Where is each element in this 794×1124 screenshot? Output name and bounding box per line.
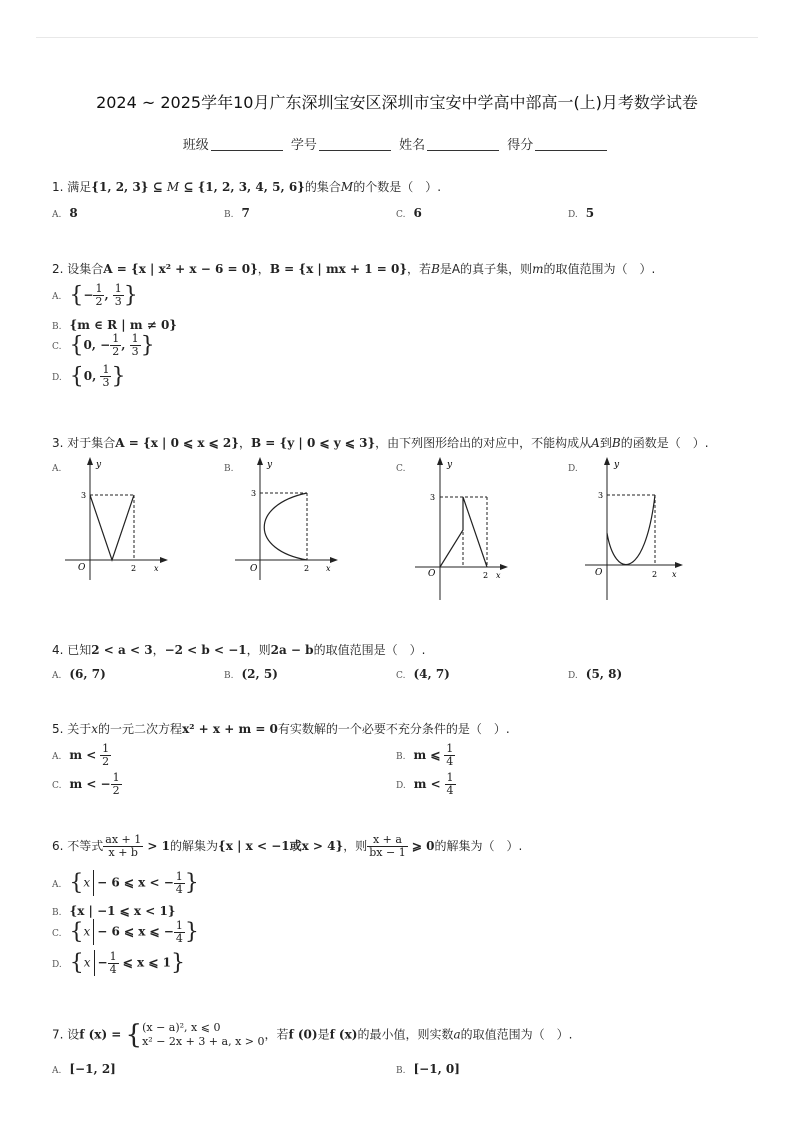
- name-label: 姓名: [399, 138, 426, 153]
- y-arrow-icon: [437, 457, 443, 465]
- q4-option-d[interactable]: D. (5, 8): [568, 667, 623, 681]
- q4-option-b[interactable]: B. (2, 5): [224, 667, 278, 681]
- q5-option-c[interactable]: C. m < − $\frac{1}{2}$: [52, 771, 120, 797]
- x-label: x: [154, 564, 159, 573]
- q3-graph-c[interactable]: [410, 455, 520, 605]
- svg-text:x: x: [326, 564, 331, 573]
- svg-text:2: 2: [304, 564, 310, 573]
- page-title: 2024 ~ 2025学年10月广东深圳宝安区深圳市宝安中学高中部高一(上)月考数学试卷: [96, 93, 698, 112]
- q1-option-c[interactable]: C. 6: [396, 206, 422, 220]
- question-1: 1. 满足{1, 2, 3} ⊆ M ⊆ {1, 2, 3, 4, 5, 6}的集合M的个数是（ ）.: [52, 180, 442, 194]
- q5-option-d[interactable]: D. m < $\frac{1}{4}$: [396, 771, 454, 797]
- number-label: 学号: [290, 138, 317, 153]
- q2-option-a[interactable]: A. {− $\frac{1}{2}$ , $\frac{1}{3}$ }: [52, 282, 138, 308]
- tick-2: 2: [131, 564, 137, 573]
- q1-option-a[interactable]: A. 8: [52, 206, 78, 220]
- svg-text:O: O: [250, 564, 258, 574]
- q5-option-a[interactable]: A. m < $\frac{1}{2}$: [52, 742, 110, 768]
- q6-option-d[interactable]: D. {x − $\frac{1}{4}$ ⩽ x ⩽ 1}: [52, 949, 185, 976]
- question-7: 7. 设f (x) = { (x − a)², x ⩽ 0 x² − 2x + 3 + a, x > 0 ，若f (0)是f (x)的最小值，则实数a的取值范围为（ ）.: [52, 1020, 573, 1050]
- q3-option-c-label[interactable]: C.: [396, 464, 406, 474]
- q3-graph-b[interactable]: [230, 455, 340, 585]
- q7-option-a[interactable]: A. [−1, 2]: [52, 1062, 116, 1076]
- q6-option-b[interactable]: B. {x | −1 ⩽ x < 1}: [52, 904, 176, 918]
- student-info-row: [0, 134, 794, 153]
- q1-option-b[interactable]: B. 7: [224, 206, 250, 220]
- y-label: y: [96, 460, 102, 470]
- svg-text:y: y: [447, 460, 453, 470]
- curve: [264, 493, 307, 560]
- x-arrow-icon: [675, 562, 683, 568]
- y-arrow-icon: [257, 457, 263, 465]
- svg-text:x: x: [672, 570, 677, 579]
- q4-option-c[interactable]: C. (4, 7): [396, 667, 450, 681]
- y-arrow-icon: [604, 457, 610, 465]
- q3-graph-d[interactable]: [580, 455, 690, 605]
- svg-text:O: O: [428, 569, 436, 579]
- top-divider: [36, 37, 758, 38]
- question-6: 6. 不等式 $\frac{ax + 1}{x + b}$ > 1的解集为{x | x < −1或x > 4}，则 $\frac{x + a}{bx - 1}$ ⩾ 0的解集为（ ）.: [52, 833, 523, 859]
- svg-text:2: 2: [483, 571, 489, 580]
- curve: [607, 495, 655, 565]
- svg-text:y: y: [267, 460, 273, 470]
- svg-text:O: O: [595, 568, 603, 578]
- q2-option-d[interactable]: D. {0, $\frac{1}{3}$ }: [52, 363, 126, 389]
- score-blank[interactable]: [535, 136, 607, 151]
- x-arrow-icon: [500, 564, 508, 570]
- svg-text:3: 3: [598, 491, 604, 500]
- curve: [90, 495, 134, 560]
- q2-option-c[interactable]: C. {0, − $\frac{1}{2}$ , $\frac{1}{3}$ }: [52, 332, 155, 358]
- q3-option-b-label[interactable]: B.: [224, 464, 234, 474]
- svg-text:3: 3: [430, 493, 436, 502]
- q3-option-d-label[interactable]: D.: [568, 464, 578, 474]
- q2-option-b[interactable]: B. {m ∈ R | m ≠ 0}: [52, 318, 178, 332]
- origin-label: O: [78, 563, 86, 573]
- question-4: 4. 已知2 < a < 3，−2 < b < −1，则2a − b的取值范围是（ ）.: [52, 643, 426, 657]
- class-blank[interactable]: [211, 136, 283, 151]
- name-blank[interactable]: [427, 136, 499, 151]
- number-blank[interactable]: [319, 136, 391, 151]
- svg-text:2: 2: [652, 570, 658, 579]
- q5-option-b[interactable]: B. m ⩽ $\frac{1}{4}$: [396, 742, 454, 768]
- svg-text:3: 3: [251, 489, 257, 498]
- question-5: 5. 关于x的一元二次方程x² + x + m = 0有实数解的一个必要不充分条件的是（ ）.: [52, 722, 510, 736]
- q4-option-a[interactable]: A. (6, 7): [52, 667, 106, 681]
- q6-option-a[interactable]: A. {x − 6 ⩽ x < − $\frac{1}{4}$ }: [52, 869, 199, 896]
- q3-option-a-label[interactable]: A.: [52, 464, 62, 474]
- tick-3: 3: [81, 491, 87, 500]
- x-arrow-icon: [160, 557, 168, 563]
- q1-option-d[interactable]: D. 5: [568, 206, 595, 220]
- svg-text:x: x: [496, 571, 501, 580]
- x-arrow-icon: [330, 557, 338, 563]
- q6-option-c[interactable]: C. {x − 6 ⩽ x ⩽ − $\frac{1}{4}$ }: [52, 918, 199, 945]
- q3-graph-a[interactable]: [60, 455, 170, 585]
- question-3: 3. 对于集合A = {x | 0 ⩽ x ⩽ 2}，B = {y | 0 ⩽ y ⩽ 3}，由下列图形给出的对应中，不能构成从A到B的函数是（ ）.: [52, 436, 709, 450]
- svg-text:y: y: [614, 460, 620, 470]
- q7-option-b[interactable]: B. [−1, 0]: [396, 1062, 460, 1076]
- question-2: 2. 设集合A = {x | x² + x − 6 = 0}，B = {x | mx + 1 = 0}，若B是A的真子集，则m的取值范围为（ ）.: [52, 262, 656, 276]
- score-label: 得分: [507, 138, 534, 153]
- y-arrow-icon: [87, 457, 93, 465]
- class-label: 班级: [182, 138, 209, 153]
